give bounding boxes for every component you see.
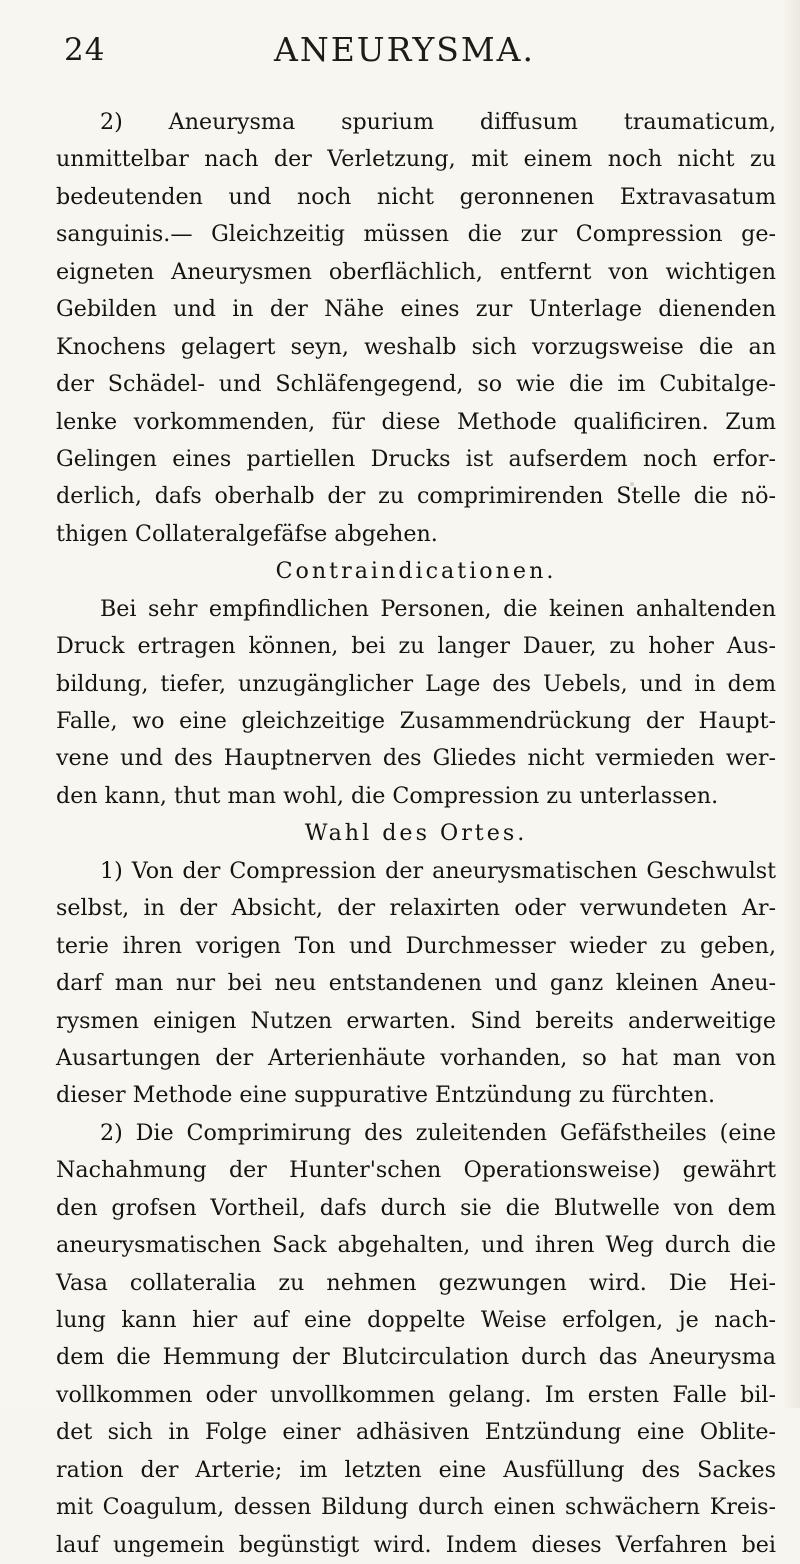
text-line: darf man nur bei neu entstandenen und ganz kleinen Aneu-	[56, 970, 776, 997]
text-line: 2) Aneurysma spurium diffusum traumaticum,	[100, 109, 776, 135]
page-number: 24	[64, 32, 106, 68]
text-line: 1) Von der Compression der aneurysmatischen Geschwulst	[100, 857, 776, 884]
text-line: derlich, dafs oberhalb der zu comprimirenden Stelle die nö-	[56, 483, 776, 510]
text-line: Druck ertragen können, bei zu langer Dauer, zu hoher Aus-	[56, 633, 776, 660]
text-line: thigen Collateralgefäfse abgehen.	[56, 520, 438, 547]
text-line: den grofsen Vortheil, dafs durch sie die Blutwelle von dem	[56, 1194, 776, 1221]
text-line: mit Coagulum, dessen Bildung durch einen schwächern Kreis-	[56, 1494, 776, 1521]
text-line: der Schädel- und Schläfengegend, so wie die im Cubitalge-	[56, 371, 776, 398]
text-line: Gelingen eines partiellen Drucks ist aufserdem noch erfor-	[56, 445, 776, 472]
text-line: Nachahmung der Hunter'schen Operationsweise) gewährt	[56, 1157, 776, 1184]
running-title: ANEURYSMA.	[274, 30, 535, 69]
page-header	[64, 24, 730, 84]
text-line: rysmen einigen Nutzen erwarten. Sind bereits anderweitige	[56, 1007, 776, 1034]
text-line: Vasa collateralia zu nehmen gezwungen wird. Die Hei-	[56, 1269, 776, 1296]
text-line: dem die Hemmung der Blutcirculation durch das Aneurysma	[56, 1344, 776, 1371]
text-line: vene und des Hauptnerven des Gliedes nicht vermieden wer-	[56, 745, 776, 772]
text-line: Bei sehr empfindlichen Personen, die keinen anhaltenden	[100, 595, 776, 622]
text-line: lung kann hier auf eine doppelte Weise erfolgen, je nach-	[56, 1307, 776, 1333]
text-line: 2) Die Comprimirung des zuleitenden Gefäfstheiles (eine	[100, 1119, 776, 1146]
text-line: Falle, wo eine gleichzeitige Zusammendrückung der Haupt-	[56, 708, 776, 734]
text-line: sanguinis.— Gleichzeitig müssen die zur Compression ge-	[56, 221, 776, 248]
text-line: dieser Methode eine suppurative Entzündung zu fürchten.	[56, 1082, 715, 1109]
text-line: bedeutenden und noch nicht geronnenen Extravasatum	[56, 183, 776, 210]
text-line: Ausartungen der Arterienhäute vorhanden, so hat man von	[56, 1044, 776, 1071]
text-line: terie ihren vorigen Ton und Durchmesser wieder zu geben,	[56, 932, 776, 959]
text-line: Knochens gelagert seyn, weshalb sich vorzugsweise die an	[56, 333, 776, 360]
text-line: lenke vorkommenden, für diese Methode qualificiren. Zum	[56, 408, 776, 435]
text-line: eigneten Aneurysmen oberflächlich, entfernt von wichtigen	[56, 258, 776, 285]
text-line: ration der Arterie; im letzten eine Ausfüllung des Sackes	[56, 1456, 776, 1483]
text-line: selbst, in der Absicht, der relaxirten oder verwundeten Ar-	[56, 895, 776, 922]
text-line: lauf ungemein begünstigt wird. Indem dieses Verfahren bei	[56, 1531, 776, 1558]
text-line: vollkommen oder unvollkommen gelang. Im ersten Falle bil-	[56, 1381, 776, 1408]
text-line: det sich in Folge einer adhäsiven Entzündung eine Oblite-	[56, 1419, 776, 1446]
body-text	[56, 104, 776, 1564]
text-line: den kann, thut man wohl, die Compression zu unterlassen.	[56, 782, 719, 809]
section-heading-contraindications: Contraindicationen.	[275, 558, 557, 585]
text-line: aneurysmatischen Sack abgehalten, und ihren Weg durch die	[56, 1232, 776, 1259]
text-line: unmittelbar nach der Verletzung, mit einem noch nicht zu	[56, 146, 776, 173]
section-heading-site-selection: Wahl des Ortes.	[304, 820, 528, 847]
text-line: bildung, tiefer, unzugänglicher Lage des Uebels, und in dem	[56, 670, 776, 697]
page-edge-shadow	[782, 0, 800, 1408]
text-line: Gebilden und in der Nähe eines zur Unterlage dienenden	[56, 296, 776, 323]
